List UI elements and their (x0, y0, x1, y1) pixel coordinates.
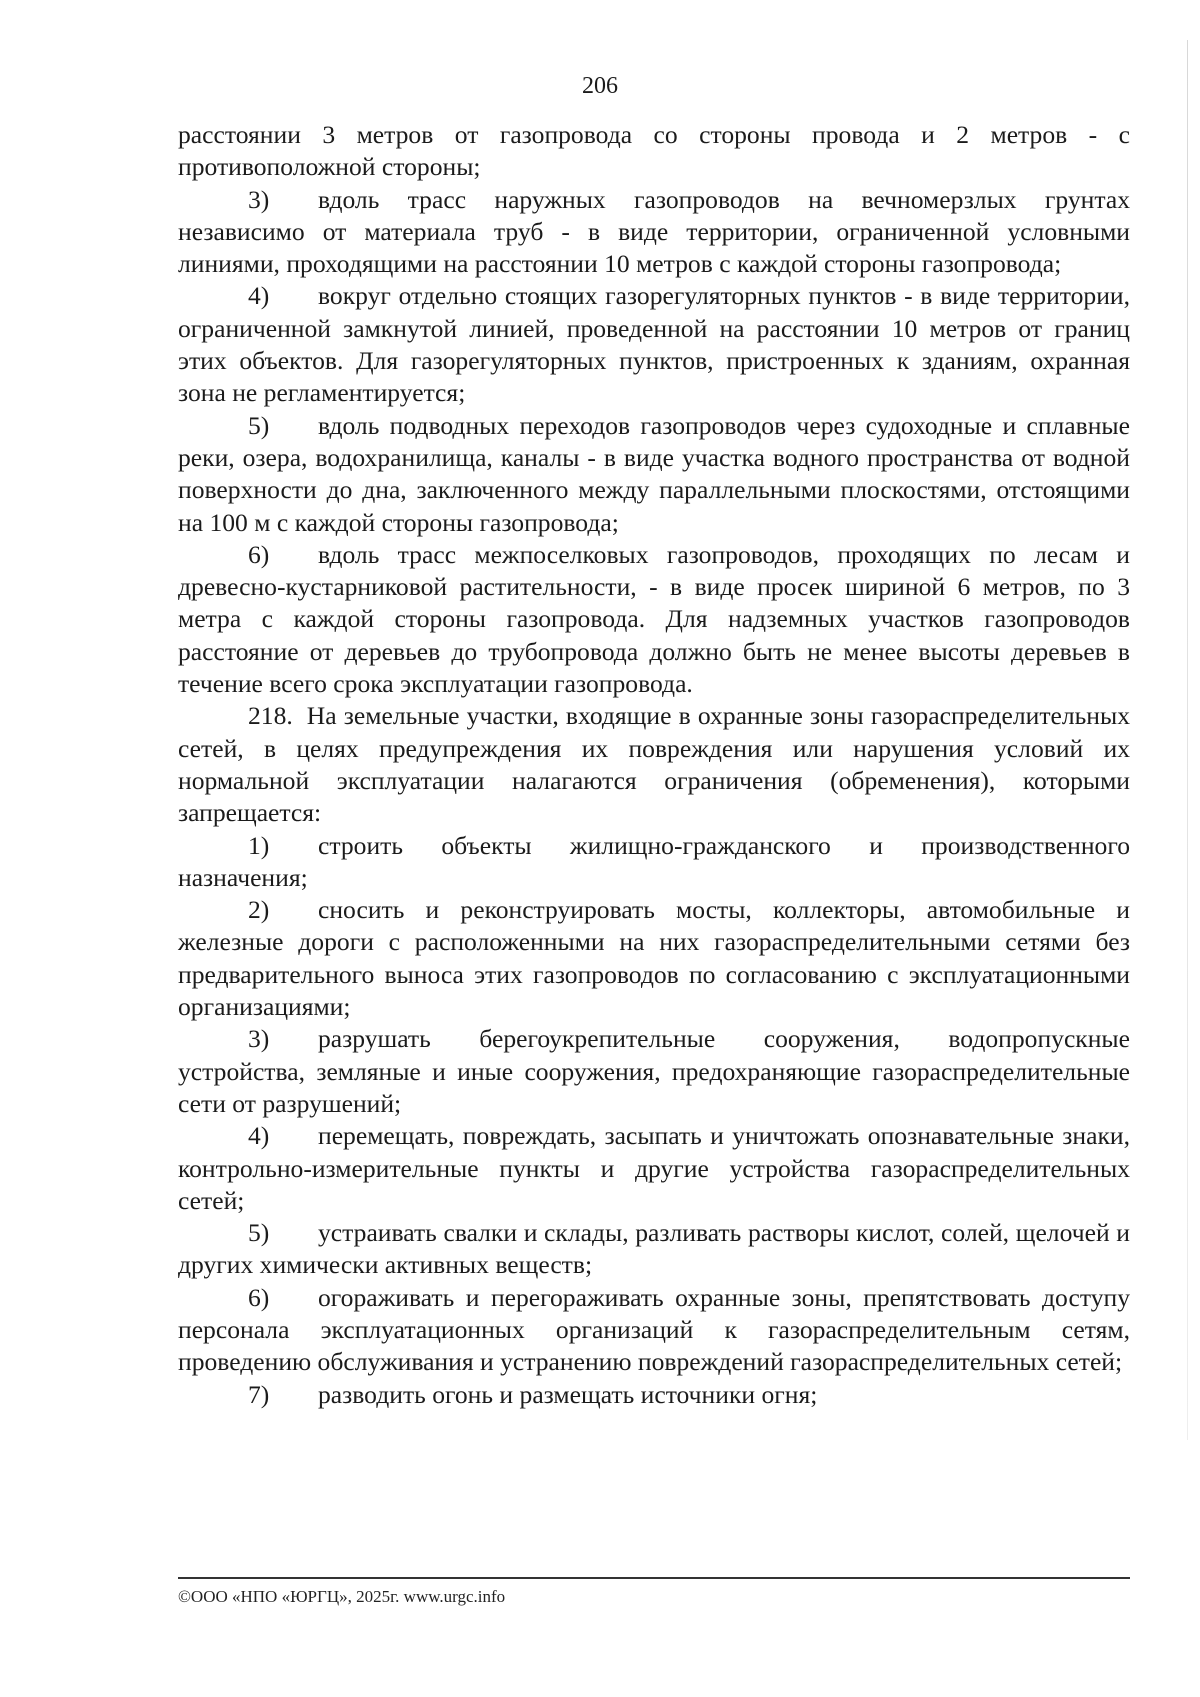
restriction-item-7 (178, 1379, 1130, 1411)
list-item-6 (178, 539, 1130, 700)
list-item-5 (178, 410, 1130, 539)
list-item-3 (178, 184, 1130, 281)
list-item-text: вдоль трасс наружных газопроводов на вечномерзлых грунтах независимо от материала труб - в виде территории, ограниченной условными линиями, проходящими на расстоянии 10 метров с каждой стороны газопровода; (178, 184, 1130, 279)
list-item-text: вдоль подводных переходов газопроводов через судоходные и сплавные реки, озера, водохранилища, каналы - в виде участка водного пространства от водной поверхности до дна, заключенного между параллельными плоскостями, отстоящими на 100 м с каждой стороны газопровода; (178, 410, 1130, 537)
list-item-number: 5) (248, 410, 270, 440)
clause-number: 218. (248, 701, 293, 731)
paragraph-continuation (178, 119, 1130, 184)
footer-divider (178, 1577, 1130, 1579)
restriction-item-2 (178, 894, 1130, 1023)
restriction-item-4 (178, 1120, 1130, 1217)
restriction-item-3 (178, 1023, 1130, 1120)
list-item-number: 5) (248, 1218, 270, 1248)
list-item-number: 4) (248, 281, 270, 311)
restriction-item-1 (178, 830, 1130, 895)
restriction-item-5 (178, 1217, 1130, 1282)
list-item-4 (178, 280, 1130, 409)
list-item-number: 6) (248, 539, 270, 569)
clause-218 (178, 700, 1130, 829)
list-item-text: вокруг отдельно стоящих газорегуляторных пунктов - в виде территории, ограниченной замкнутой линией, проведенной на расстоянии 10 метров от границ этих объектов. Для газорегуляторных пунктов, пристроенных к зданиям, охранная зона не регламентируется; (178, 281, 1130, 408)
list-item-text: огораживать и перегораживать охранные зоны, препятствовать доступу персонала эксплуатационных организаций к газораспределительным сетям, проведению обслуживания и устранению повреждений газораспределительных сетей; (178, 1282, 1130, 1377)
list-item-text: разводить огонь и размещать источники огня; (318, 1379, 818, 1409)
list-item-number: 3) (248, 184, 270, 214)
restriction-item-6 (178, 1282, 1130, 1379)
list-item-text: устраивать свалки и склады, разливать растворы кислот, солей, щелочей и других химически активных веществ; (178, 1218, 1130, 1280)
list-item-text: сносить и реконструировать мосты, коллекторы, автомобильные и железные дороги с расположенными на них газораспределительными сетями без предварительного выноса этих газопроводов по согласованию с эксплуатационными организациями; (178, 895, 1130, 1022)
paragraph-text: расстоянии 3 метров от газопровода со стороны провода и 2 метров - с противоположной стороны; (178, 120, 1130, 182)
clause-text: На земельные участки, входящие в охранные зоны газораспределительных сетей, в целях предупреждения их повреждения или нарушения условий их нормальной эксплуатации налагаются ограничения (обременения), которыми запрещается: (178, 701, 1130, 828)
list-item-text: перемещать, повреждать, засыпать и уничтожать опознавательные знаки, контрольно-измерительные пункты и другие устройства газораспределительных сетей; (178, 1121, 1130, 1215)
list-item-text: вдоль трасс межпоселковых газопроводов, проходящих по лесам и древесно-кустарниковой растительности, - в виде просек шириной 6 метров, по 3 метра с каждой стороны газопровода. Для надземных участков газопроводов расстояние от деревьев до трубопровода должно быть не менее высоты деревьев в течение всего срока эксплуатации газопровода. (178, 539, 1130, 699)
list-item-text: разрушать берегоукрепительные сооружения, водопропускные устройства, земляные и иные сооружения, предохраняющие газораспределительные сети от разрушений; (178, 1024, 1130, 1118)
footer-copyright: ©ООО «НПО «ЮРГЦ», 2025г. www.urgc.info (178, 1587, 506, 1606)
list-item-number: 4) (248, 1121, 270, 1151)
list-item-text: строить объекты жилищно-гражданского и производственного назначения; (178, 830, 1130, 892)
list-item-number: 6) (248, 1282, 270, 1312)
document-body (178, 119, 1130, 1411)
list-item-number: 2) (248, 895, 270, 925)
list-item-number: 3) (248, 1024, 270, 1054)
page-number: 206 (582, 73, 618, 99)
list-item-number: 7) (248, 1379, 270, 1409)
list-item-number: 1) (248, 830, 270, 860)
scan-edge-shadow (1187, 40, 1188, 1440)
